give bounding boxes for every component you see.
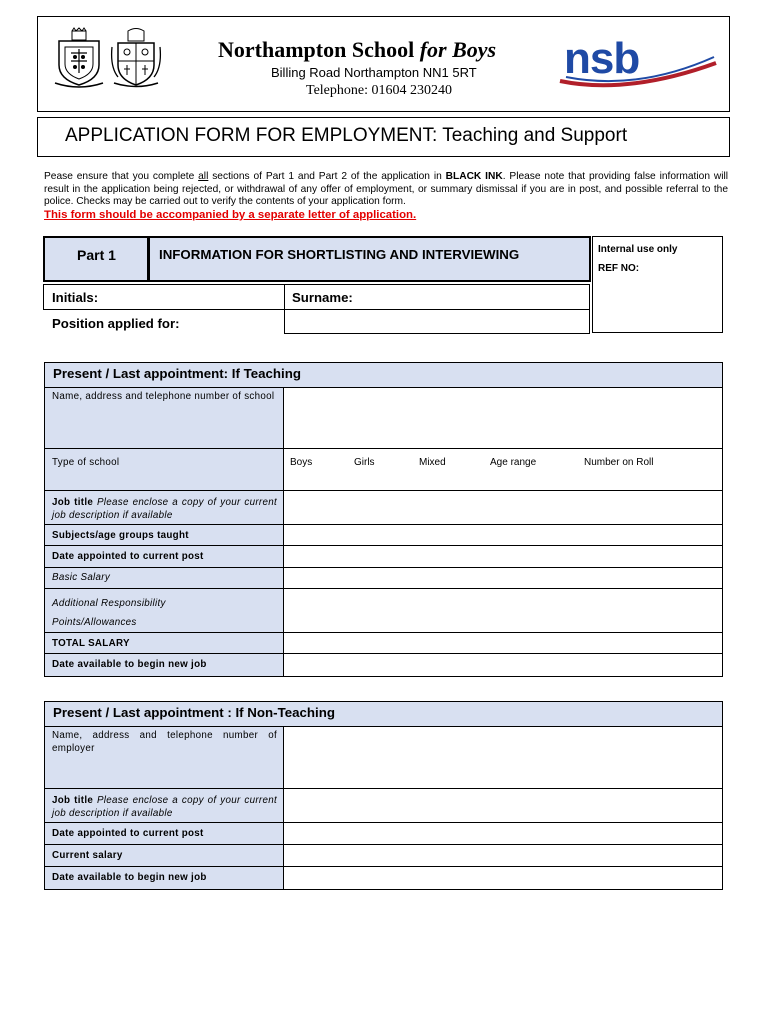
table-row	[45, 449, 722, 491]
employer-name-address-label: Name, address and telephone number of employer	[45, 727, 284, 788]
school-type-number-on-roll[interactable]: Number on Roll	[584, 457, 654, 468]
date-available-label: Date available to begin new job	[45, 654, 284, 676]
teaching-appointment-table	[44, 362, 723, 677]
table-row	[45, 727, 722, 789]
ref-no-label: REF NO:	[598, 263, 640, 274]
form-title-box	[37, 117, 730, 157]
internal-use-box	[592, 236, 723, 333]
job-title-field[interactable]	[284, 491, 722, 524]
table-row	[45, 546, 722, 568]
basic-salary-field[interactable]	[284, 568, 722, 588]
table-row	[45, 568, 722, 589]
total-salary-label: TOTAL SALARY	[45, 633, 284, 653]
date-appointed-field[interactable]	[284, 546, 722, 567]
initials-label: Initials:	[52, 290, 99, 305]
school-type-age-range[interactable]: Age range	[490, 457, 537, 468]
school-name-address-label: Name, address and telephone number of school	[45, 388, 284, 448]
subjects-field[interactable]	[284, 525, 722, 545]
letter-warning: This form should be accompanied by a separate letter of application.	[44, 209, 417, 221]
table-row	[45, 823, 722, 845]
job-title-label: Job title Please enclose a copy of your current job description if available	[45, 491, 284, 524]
position-label: Position applied for:	[52, 316, 180, 331]
part1-title: INFORMATION FOR SHORTLISTING AND INTERVIEWING	[149, 236, 591, 282]
employer-name-address-field[interactable]	[284, 727, 722, 788]
non-teaching-appointment-table	[44, 701, 723, 890]
subjects-label: Subjects/age groups taught	[45, 525, 284, 545]
nt-job-title-label: Job title Please enclose a copy of your current job description if available	[45, 789, 284, 822]
table-row	[45, 654, 722, 676]
date-available-field[interactable]	[284, 654, 722, 676]
school-type-girls[interactable]: Girls	[354, 457, 375, 468]
school-name-address-field[interactable]	[284, 388, 722, 448]
nt-date-appointed-field[interactable]	[284, 823, 722, 844]
school-type-field[interactable]	[284, 449, 722, 490]
school-crest-icon	[53, 27, 105, 89]
teaching-section-header: Present / Last appointment: If Teaching	[45, 363, 722, 388]
table-row	[45, 525, 722, 546]
nt-date-appointed-label: Date appointed to current post	[45, 823, 284, 844]
svg-text:nsb: nsb	[564, 34, 640, 83]
table-row	[45, 789, 722, 823]
school-name: Northampton School for Boys	[218, 37, 497, 62]
current-salary-field[interactable]	[284, 845, 722, 866]
school-type-label: Type of school	[45, 449, 284, 490]
current-salary-label: Current salary	[45, 845, 284, 866]
surname-label: Surname:	[292, 290, 353, 305]
basic-salary-label: Basic Salary	[45, 568, 284, 588]
school-address: Billing Road Northampton NN1 5RT	[271, 65, 477, 80]
instructions-text: Pease ensure that you complete all sections of Part 1 and Part 2 of the application in BLACK INK. Please note that providing false information will result in the application being rejected, or withdrawal of any offer of employment, or summary dismissal if you are in post, and possible referral to the police. Checks may be carried out to verify the contents of your application form.	[44, 171, 729, 207]
letterhead	[37, 16, 730, 112]
table-row	[45, 491, 722, 525]
table-row	[45, 867, 722, 889]
table-row	[45, 388, 722, 449]
school-phone: Telephone: 01604 230240	[306, 83, 452, 98]
school-type-mixed[interactable]: Mixed	[419, 457, 446, 468]
nt-date-available-field[interactable]	[284, 867, 722, 889]
position-field[interactable]	[284, 309, 590, 334]
date-appointed-label: Date appointed to current post	[45, 546, 284, 567]
form-title: APPLICATION FORM FOR EMPLOYMENT: Teaching and Support	[65, 125, 628, 146]
nt-date-available-label: Date available to begin new job	[45, 867, 284, 889]
table-row	[45, 589, 722, 633]
nt-job-title-field[interactable]	[284, 789, 722, 822]
table-row	[45, 633, 722, 654]
non-teaching-section-header: Present / Last appointment : If Non-Teaching	[45, 702, 722, 727]
school-type-boys[interactable]: Boys	[290, 457, 313, 468]
table-row	[45, 845, 722, 867]
nsb-logo	[558, 33, 720, 93]
total-salary-field[interactable]	[284, 633, 722, 653]
school-crest-icon	[110, 27, 162, 89]
part1-label: Part 1	[43, 236, 149, 282]
additional-responsibility-label: Additional Responsibility Points/Allowances	[45, 589, 284, 632]
additional-responsibility-field[interactable]	[284, 589, 722, 632]
internal-use-label: Internal use only	[598, 244, 678, 255]
